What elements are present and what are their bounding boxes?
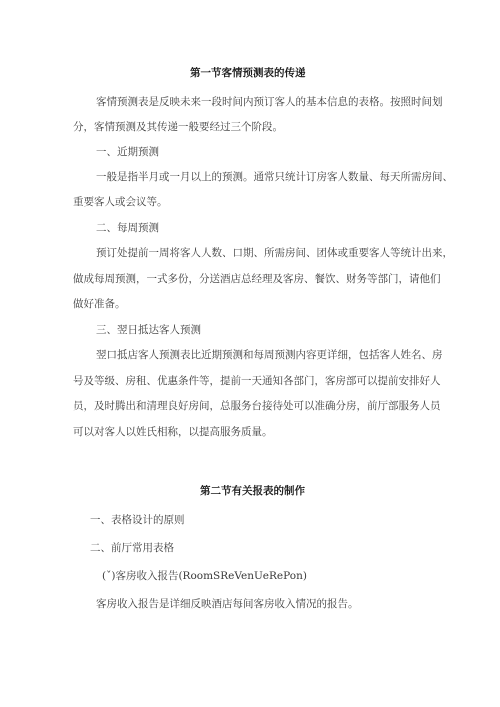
paragraph-line: 重要客人或会议等。 <box>73 196 168 208</box>
subsection-heading: 三、翌日抵达客人预测 <box>96 324 201 336</box>
subsection-heading: (ˇ)客房收入报告(RoomSReVenUeRePon) <box>102 570 307 582</box>
paragraph-line: 员，及时腾出和清理良好房间，总服务台接待处可以准确分房，前厅部服务人员 <box>73 400 441 412</box>
section1-intro-line: 分，客情预测及其传递一般要经过三个阶段。 <box>73 121 283 133</box>
subsection-heading: 二、每周预测 <box>96 222 159 234</box>
subsection-heading: 二、前厅常用表格 <box>90 542 174 554</box>
paragraph-line: 号及等级、房租、优惠条件等，提前一天通知各部门，客房部可以提前安排好人 <box>73 375 441 387</box>
subsection-heading: 一、近期预测 <box>96 146 159 158</box>
paragraph-line: 做好准备。 <box>73 298 126 310</box>
section2-title: 第二节有关报表的制作 <box>200 485 305 497</box>
paragraph-line: 客房收入报告是详细反映酒店每间客房收入情况的报告。 <box>96 598 359 610</box>
paragraph-line: 一般是指半月或一月以上的预测。通常只统计订房客人数量、每天所需房间、 <box>96 171 453 183</box>
section1-title: 第一节客情预测表的传递 <box>190 67 306 79</box>
section1-intro-line: 客情预测表是反映未来一段时间内预订客人的基本信息的表格。按照时间划 <box>96 96 443 108</box>
subsection-heading: 一、表格设计的原则 <box>90 514 185 526</box>
paragraph-line: 做成每周预测，一式多份，分送酒店总经理及客房、餐饮、财务等部门，请他们 <box>73 273 441 285</box>
paragraph-line: 翌口抵店客人预测表比近期预测和每周预测内容更详细，包括客人姓名、房 <box>96 349 443 361</box>
paragraph-line: 预订处提前一周将客人人数、口期、所需房间、团体或重要客人等统计出来， <box>96 247 453 259</box>
paragraph-line: 可以对客人以姓氏相称，以提高服务质量。 <box>73 426 273 438</box>
